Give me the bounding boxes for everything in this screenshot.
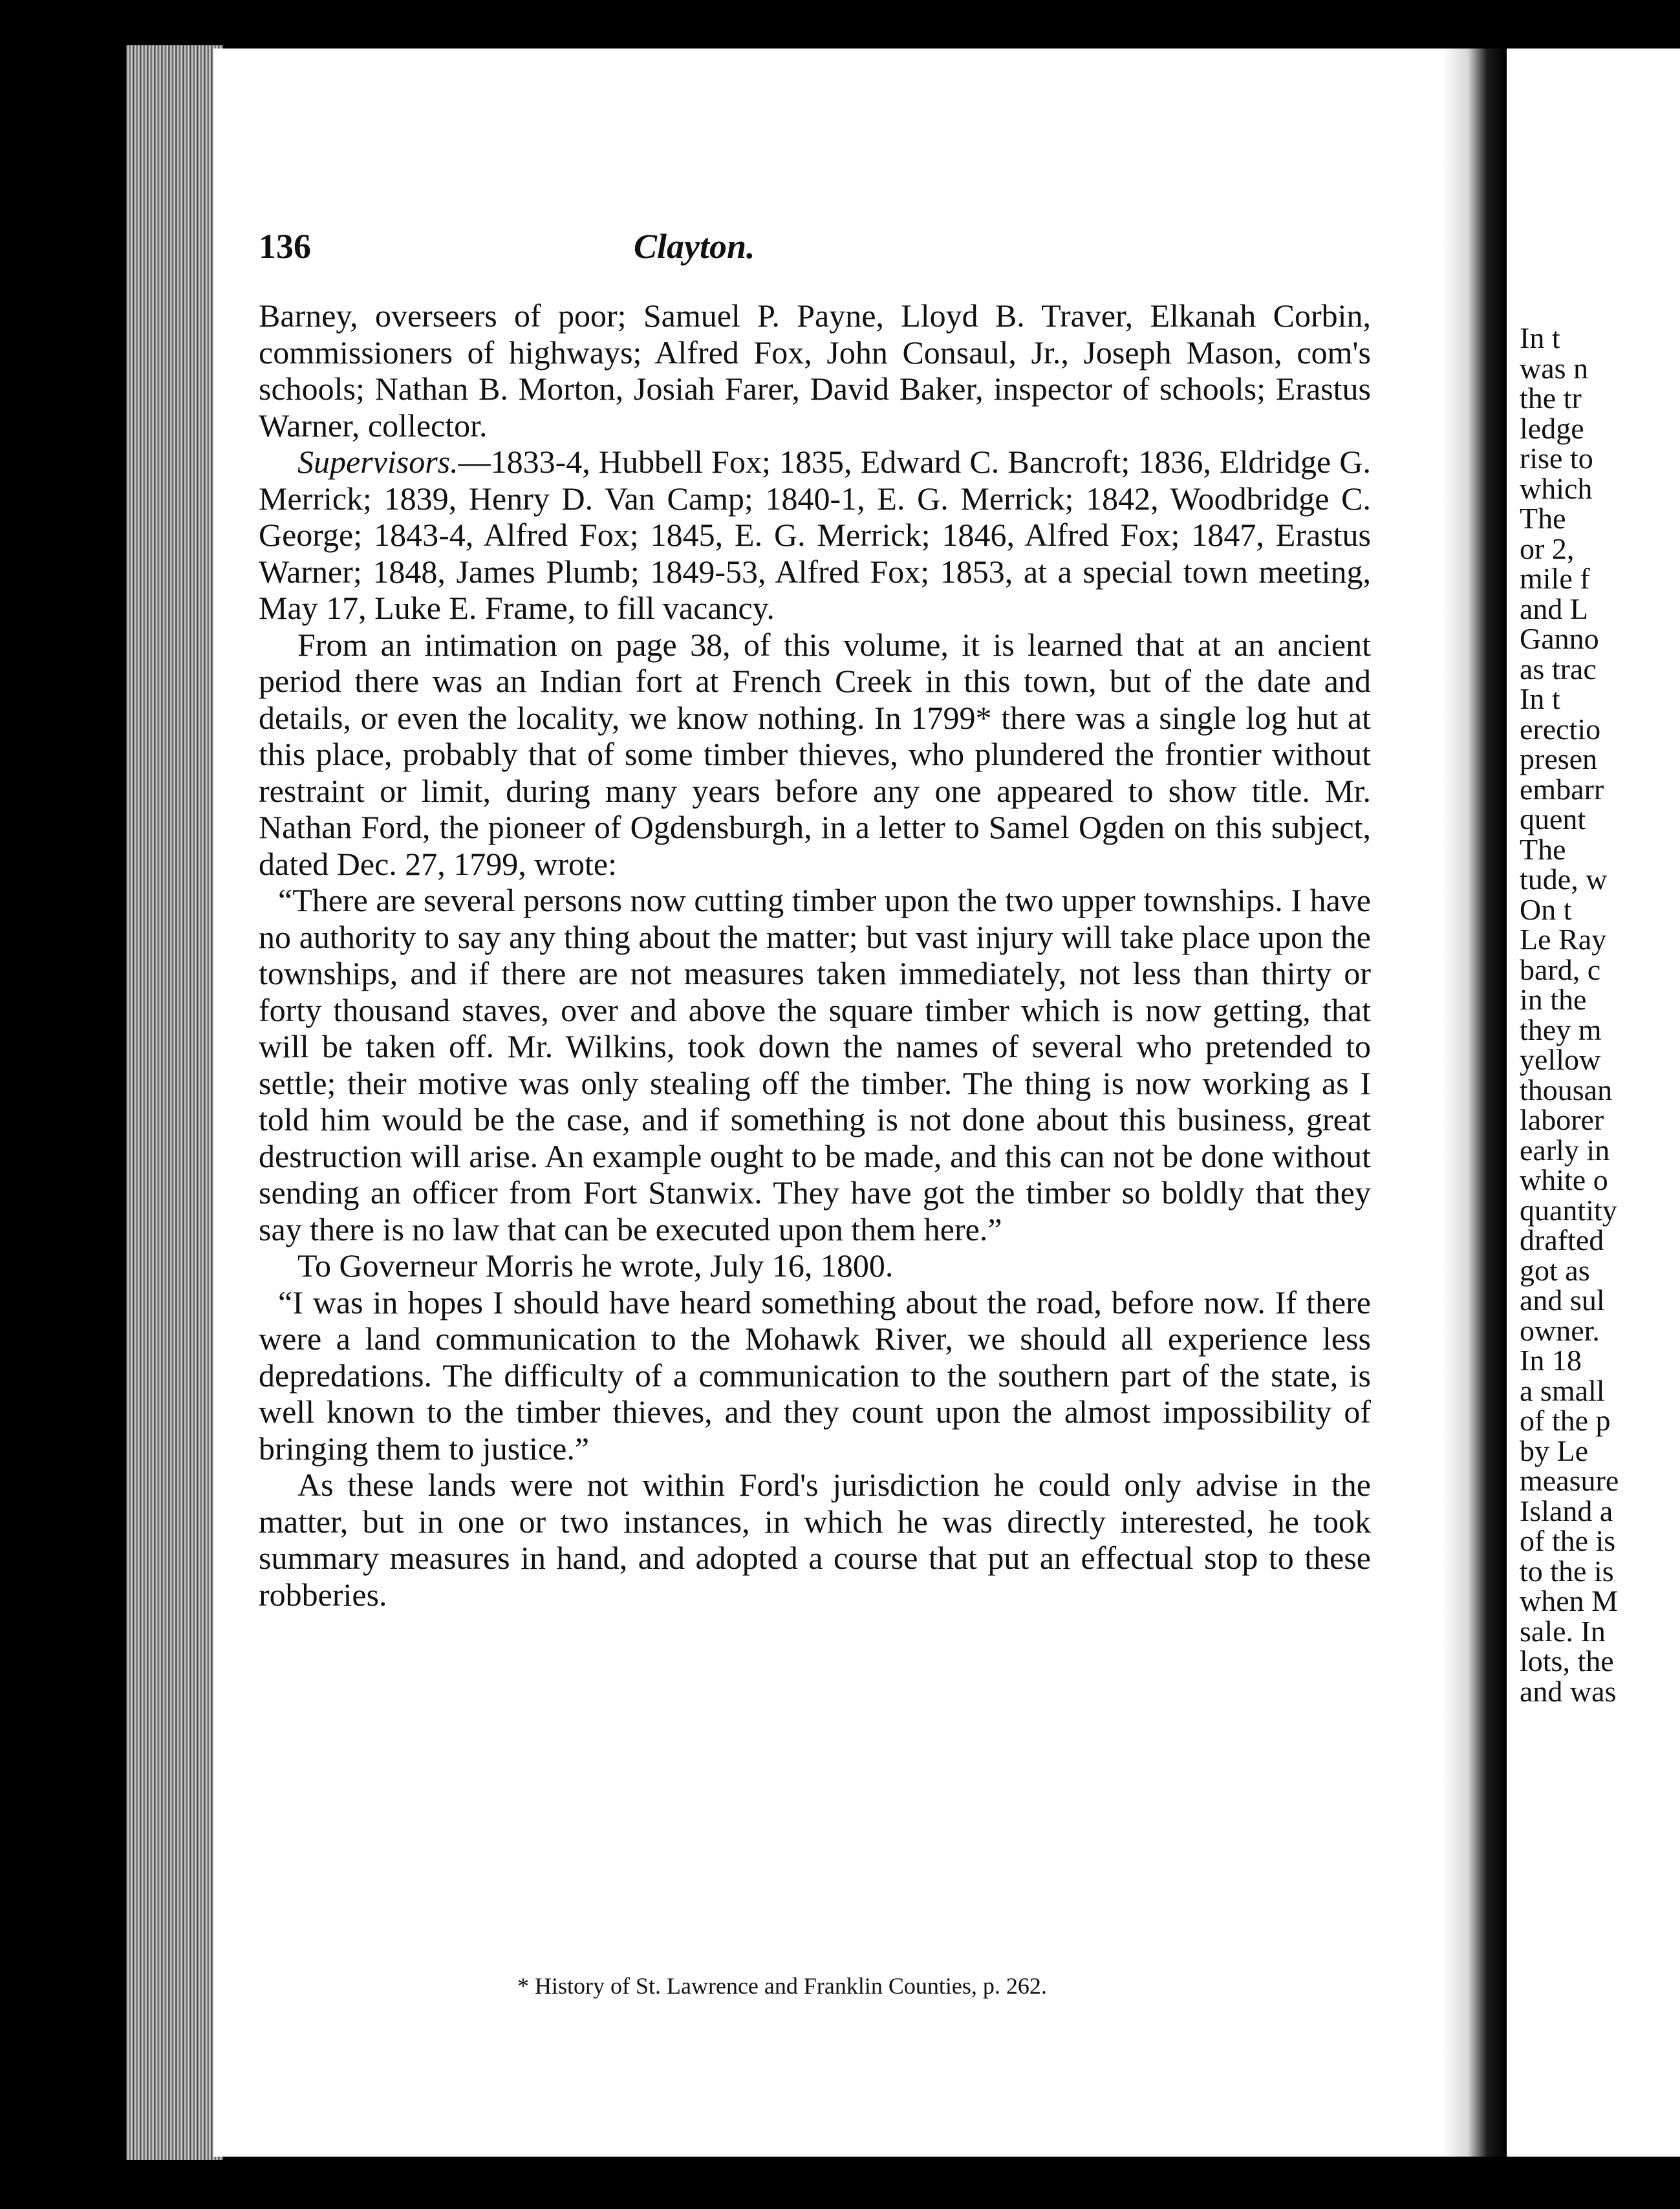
right-page-line: or 2, xyxy=(1520,532,1575,565)
right-page-line: drafted xyxy=(1520,1223,1604,1256)
right-page-line: they m xyxy=(1520,1013,1602,1046)
supervisors-list: —1833-4, Hubbell Fox; 1835, Edward C. Bancroft; 1836, Eldridge G. Merrick; 1839, Henry D. Van Camp; 1840-1, E. G. Merrick; 1842, Woodbridge C. George; 1843-4, Alfred Fox; 1845, E. G. Merrick; 1846, Alfred Fox; 1847, Erastus Warner; 1848, James Plumb; 1849-53, Alfred Fox; 1853, at a special town meeting, May 17, Luke E. Frame, to fill vacancy. xyxy=(259,444,1371,626)
running-head: Clayton. xyxy=(634,227,755,266)
right-page-line: laborer xyxy=(1520,1103,1604,1136)
paragraph-morris: To Governeur Morris he wrote, July 16, 1800. xyxy=(297,1247,894,1284)
paragraph-supervisors xyxy=(259,444,1371,627)
right-page xyxy=(1507,48,1680,2157)
right-page-line: measure xyxy=(1520,1464,1619,1497)
right-page-line: and was xyxy=(1520,1674,1617,1708)
right-page-line: was n xyxy=(1520,351,1589,385)
paragraph-jurisdiction: As these lands were not within Ford's jurisdiction he could only advise in the matter, but in one or two instances, in which he was directly interested, he took summary measures in hand, and adopted a course that put an effectual stop to these robberies. xyxy=(259,1467,1371,1613)
right-page-line: quent xyxy=(1520,803,1586,835)
paragraph-town-officers: Barney, overseers of poor; Samuel P. Payne, Lloyd B. Traver, Elkanah Corbin, commissioners of highways; Alfred Fox, John Consaul, Jr., Joseph Mason, com's schools; Nathan B. Morton, Josiah Farer, David Baker, inspector of schools; Erastus Warner, collector. xyxy=(259,297,1371,444)
page-header xyxy=(259,226,1371,278)
right-page-line: rise to xyxy=(1520,442,1593,475)
footnote: * History of St. Lawrence and Franklin Counties, p. 262. xyxy=(517,1973,1047,1999)
right-page-text xyxy=(1520,323,1680,1707)
right-page-line: a small xyxy=(1520,1374,1605,1407)
right-page-line: sale. In xyxy=(1520,1614,1606,1648)
right-page-line: yellow xyxy=(1520,1043,1601,1076)
right-page-line: white o xyxy=(1520,1163,1608,1196)
right-page-line: presen xyxy=(1520,742,1598,775)
right-page-line: to the is xyxy=(1520,1554,1614,1588)
right-page-line: and L xyxy=(1520,592,1589,625)
right-page-line: early in xyxy=(1520,1133,1610,1167)
right-page-line: quantity xyxy=(1520,1193,1617,1227)
supervisors-label: Supervisors. xyxy=(297,444,458,480)
right-page-line: got as xyxy=(1520,1253,1590,1287)
book-page-edges xyxy=(126,45,223,2160)
right-page-line: as trac xyxy=(1520,652,1597,685)
quote-morris-letter: “I was in hopes I should have heard something about the road, before now. If there were a land communication to the Mohawk River, we should all experience less depredations. The difficulty of a communication to the southern part of the state, is well known to the timber thieves, and they count upon the almost impossibility of bringing them to justice.” xyxy=(259,1284,1371,1467)
paragraph-history: From an intimation on page 38, of this volume, it is learned that at an ancient period there was an Indian fort at French Creek in this town, but of the date and details, or even the locality, we know nothing. In 1799* there was a single log hut at this place, probably that of some timber thieves, who plundered the frontier without restraint or limit, during many years before any one appeared to show title. Mr. Nathan Ford, the pioneer of Ogdensburgh, in a letter to Samel Ogden on this subject, dated Dec. 27, 1799, wrote: xyxy=(259,626,1371,882)
right-page-line: Ganno xyxy=(1520,622,1599,655)
right-page-line: owner. xyxy=(1520,1313,1600,1347)
right-page-line: The xyxy=(1520,832,1566,866)
right-page-line: mile f xyxy=(1520,562,1590,595)
right-page-line: Island a xyxy=(1520,1494,1613,1527)
right-page-line: tude, w xyxy=(1520,863,1608,896)
right-page-line: when M xyxy=(1520,1584,1619,1617)
right-page-line: in the xyxy=(1520,983,1587,1016)
right-page-line: of the p xyxy=(1520,1404,1611,1437)
page-number: 136 xyxy=(259,227,311,266)
right-page-line: In t xyxy=(1520,682,1560,715)
book-gutter xyxy=(1442,48,1507,2157)
right-page-line: embarr xyxy=(1520,772,1604,806)
right-page-line: thousan xyxy=(1520,1073,1613,1106)
right-page-line: In t xyxy=(1520,321,1560,354)
right-page-line: bard, c xyxy=(1520,953,1601,986)
right-page-line: which xyxy=(1520,471,1593,505)
right-page-line: erectio xyxy=(1520,712,1601,746)
right-page-line: The xyxy=(1520,502,1566,535)
quote-ford-letter: “There are several persons now cutting timber upon the two upper townships. I have no authority to say any thing about the matter; but vast injury will take place upon the townships, and if there are not measures taken immediately, not less than thirty or forty thousand staves, over and above the square timber which is now getting, that will be taken off. Mr. Wilkins, took down the names of several who pretended to settle; their motive was only stealing off the timber. The thing is now working as I told him would be the case, and if something is not done about this business, great destruction will arise. An example ought to be made, and this can not be done without sending an officer from Fort Stanwix. They have got the timber so boldly that they say there is no law that can be executed upon them here.” xyxy=(259,882,1371,1247)
right-page-line: of the is xyxy=(1520,1524,1616,1557)
right-page-line: In 18 xyxy=(1520,1344,1582,1377)
right-page-line: and sul xyxy=(1520,1284,1605,1317)
right-page-line: lots, the xyxy=(1520,1644,1614,1677)
right-page-line: Le Ray xyxy=(1520,923,1607,956)
right-page-line: ledge xyxy=(1520,411,1584,445)
main-text xyxy=(259,297,1371,1613)
right-page-line: the tr xyxy=(1520,382,1582,415)
right-page-line: On t xyxy=(1520,892,1572,926)
right-page-line: by Le xyxy=(1520,1434,1589,1467)
